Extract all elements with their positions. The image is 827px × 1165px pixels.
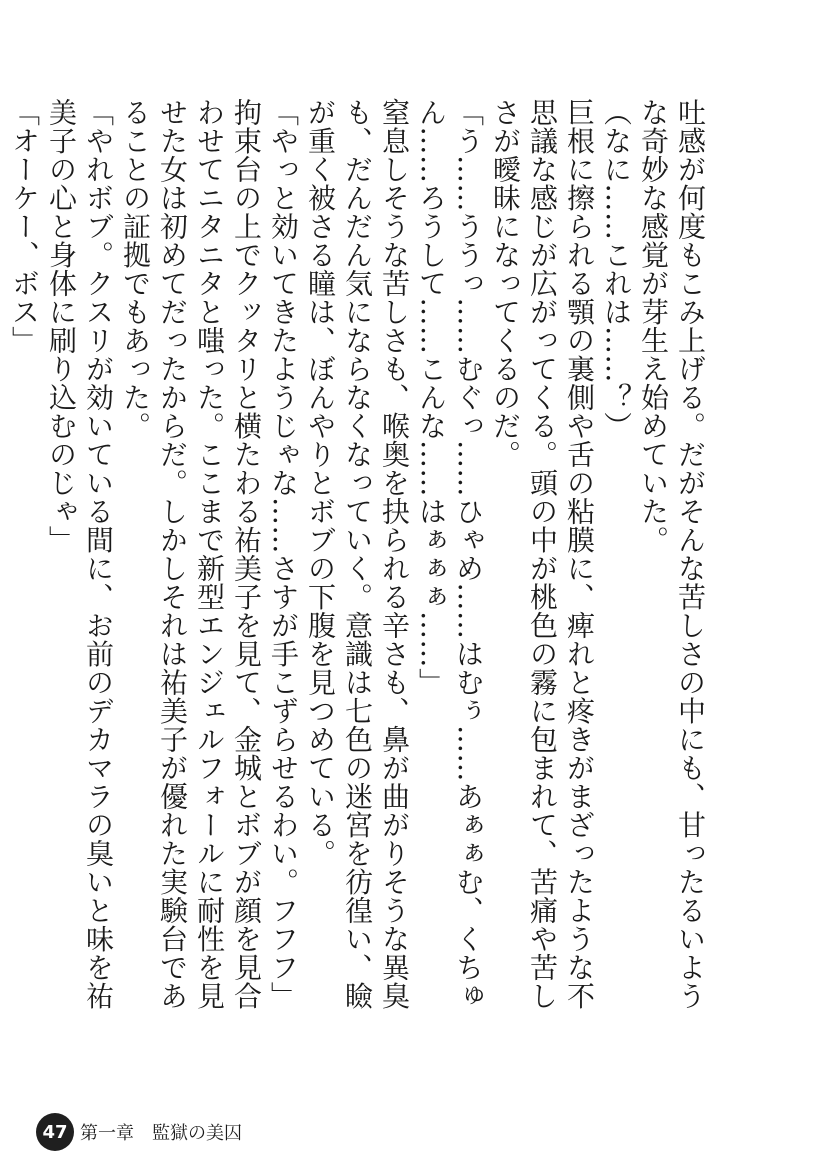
paragraph: （なに……これは……？） xyxy=(600,98,633,440)
page-number: 47 xyxy=(36,1113,74,1151)
chapter-title: 第一章 監獄の美囚 xyxy=(80,1123,242,1144)
main-text xyxy=(8,98,709,1038)
paragraph: 拘束台の上でクッタリと横たわる祐美子を見て、金城とボブが顔を見合わせてニタニタと嗤った。ここまで新型エンジェルフォールに耐性を見せた女は初めてだったからだ。しかしそれは祐美子が優れた実験台であることの証拠でもあった。 xyxy=(119,98,263,1010)
paragraph: 「う……ううっ……むぐっ……ひゃめ……はむぅ……あぁぁむ、くちゅん……ろうして……こんな……はぁぁぁ……」 xyxy=(415,98,485,1010)
paragraph: 窒息しそうな苦しさも、喉奥を抉られる辛さも、鼻が曲がりそうな異臭も、だんだん気にならなくなっていく。意識は七色の迷宮を彷徨い、瞼が重く被さる瞳は、ぼんやりとボブの下腹を見つめている。 xyxy=(304,98,411,1010)
paragraph: 巨根に擦られる顎の裏側や舌の粘膜に、痺れと疼きがまざったような不思議な感じが広がってくる。頭の中が桃色の霧に包まれて、苦痛や苦しさが曖昧になってくるのだ。 xyxy=(489,98,596,1010)
paragraph: 吐感が何度もこみ上げる。だがそんな苦しさの中にも、甘ったるいような奇妙な感覚が芽生え始めていた。 xyxy=(637,98,707,1010)
paragraph: 「やれボブ。クスリが効いている間に、お前のデカマラの臭いと味を祐美子の心と身体に刷り込むのじゃ」 xyxy=(45,98,115,1010)
paragraph: 「オーケー、ボス」 xyxy=(8,98,41,355)
page-footer xyxy=(36,1112,242,1152)
paragraph: 「やっと効いてきたようじゃな……さすが手こずらせるわい。フフフ」 xyxy=(267,98,300,1010)
